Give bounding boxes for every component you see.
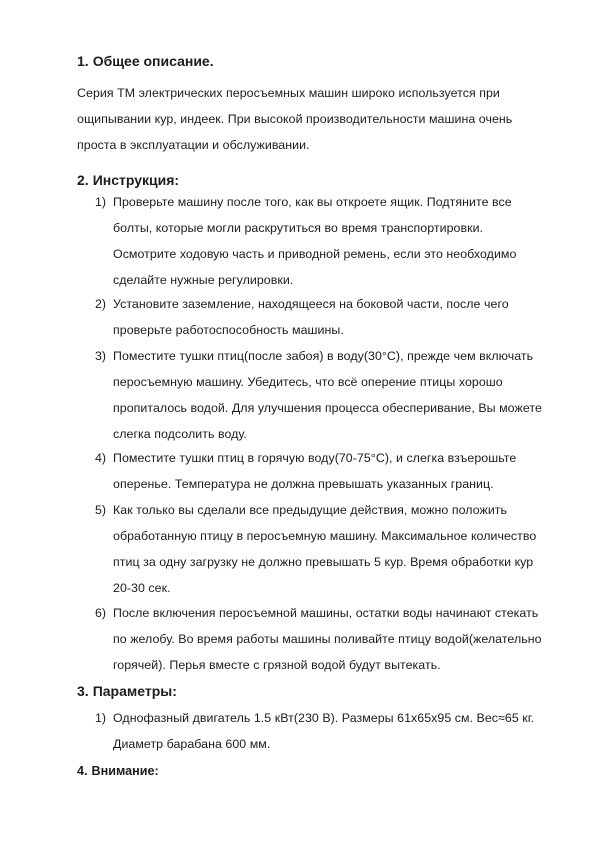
list-item-line: болты, которые могли раскрутиться во время транспортировки.	[113, 221, 484, 235]
list-item-line: Осмотрите ходовую часть и приводной ремень, если это необходимо	[113, 247, 517, 261]
list-item-line: обработанную птицу в перосъемную машину. Максимальное количество	[113, 529, 537, 543]
list-item-line: оперенье. Температура не должна превышать указанных границ.	[113, 477, 494, 491]
list-item-line: Диаметр барабана 600 мм.	[113, 737, 271, 751]
section-2-heading	[77, 172, 179, 188]
section-4-heading	[77, 764, 159, 778]
list-item-line: слегка подсолить воду.	[113, 427, 247, 441]
list-item-line: птиц за одну загрузку не должно превышать 5 кур. Время обработки кур	[113, 555, 534, 569]
list-item-line: по желобу. Во время работы машины поливайте птицу водой(желательно	[113, 632, 542, 646]
list-item-marker: 1)	[95, 195, 107, 209]
list-item-line: перосъемную машину. Убедитесь, что всё оперение птицы хорошо	[113, 375, 503, 389]
list-item-marker: 5)	[95, 503, 107, 517]
section-1-heading	[77, 53, 214, 69]
section-3-heading	[77, 683, 177, 699]
section-4-number: 4.	[77, 764, 88, 778]
paragraph-line: Серия ТМ электрических перосъемных машин широко используется при	[77, 86, 500, 100]
list-item-line: Как только вы сделали все предыдущие действия, можно положить	[113, 503, 508, 517]
list-item-marker: 2)	[95, 297, 107, 311]
list-item-line: проверьте работоспособность машины.	[113, 323, 344, 337]
list-item-line: После включения перосъемной машины, остатки воды начинают стекать	[113, 606, 539, 620]
list-item-line: Проверьте машину после того, как вы откроете ящик. Подтяните все	[113, 195, 512, 209]
section-4-title: Внимание:	[91, 764, 159, 778]
list-item-line: Установите заземление, находящееся на боковой части, после чего	[113, 297, 509, 311]
section-1-number: 1.	[77, 53, 89, 69]
section-2-number: 2.	[77, 172, 89, 188]
paragraph-line: ощипывании кур, индеек. При высокой производительности машина очень	[77, 112, 513, 126]
list-item-marker: 4)	[95, 451, 107, 465]
list-item-line: сделайте нужные регулировки.	[113, 273, 294, 287]
list-item-line: 20-30 сек.	[113, 581, 171, 595]
paragraph-line: проста в эксплуатации и обслуживании.	[77, 138, 310, 152]
list-item-marker: 1)	[95, 711, 107, 725]
list-item-line: Поместите тушки птиц(после забоя) в воду(30°С), прежде чем включать	[113, 349, 534, 363]
section-3-title: Параметры:	[92, 683, 177, 699]
list-item-line: Поместите тушки птиц в горячую воду(70-75°С), и слегка взъерошьте	[113, 451, 517, 465]
section-2-title: Инструкция:	[92, 172, 180, 188]
list-item-marker: 6)	[95, 606, 107, 620]
section-1-title: Общее описание.	[92, 53, 214, 69]
section-3-number: 3.	[77, 683, 89, 699]
list-item-line: Однофазный двигатель 1.5 кВт(230 В). Размеры 61х65х95 см. Вес≈65 кг.	[113, 711, 535, 725]
list-item-line: горячей). Перья вместе с грязной водой будут вытекать.	[113, 658, 441, 672]
list-item-line: пропиталось водой. Для улучшения процесса обесперивание, Вы можете	[113, 401, 542, 415]
list-item-marker: 3)	[95, 349, 107, 363]
